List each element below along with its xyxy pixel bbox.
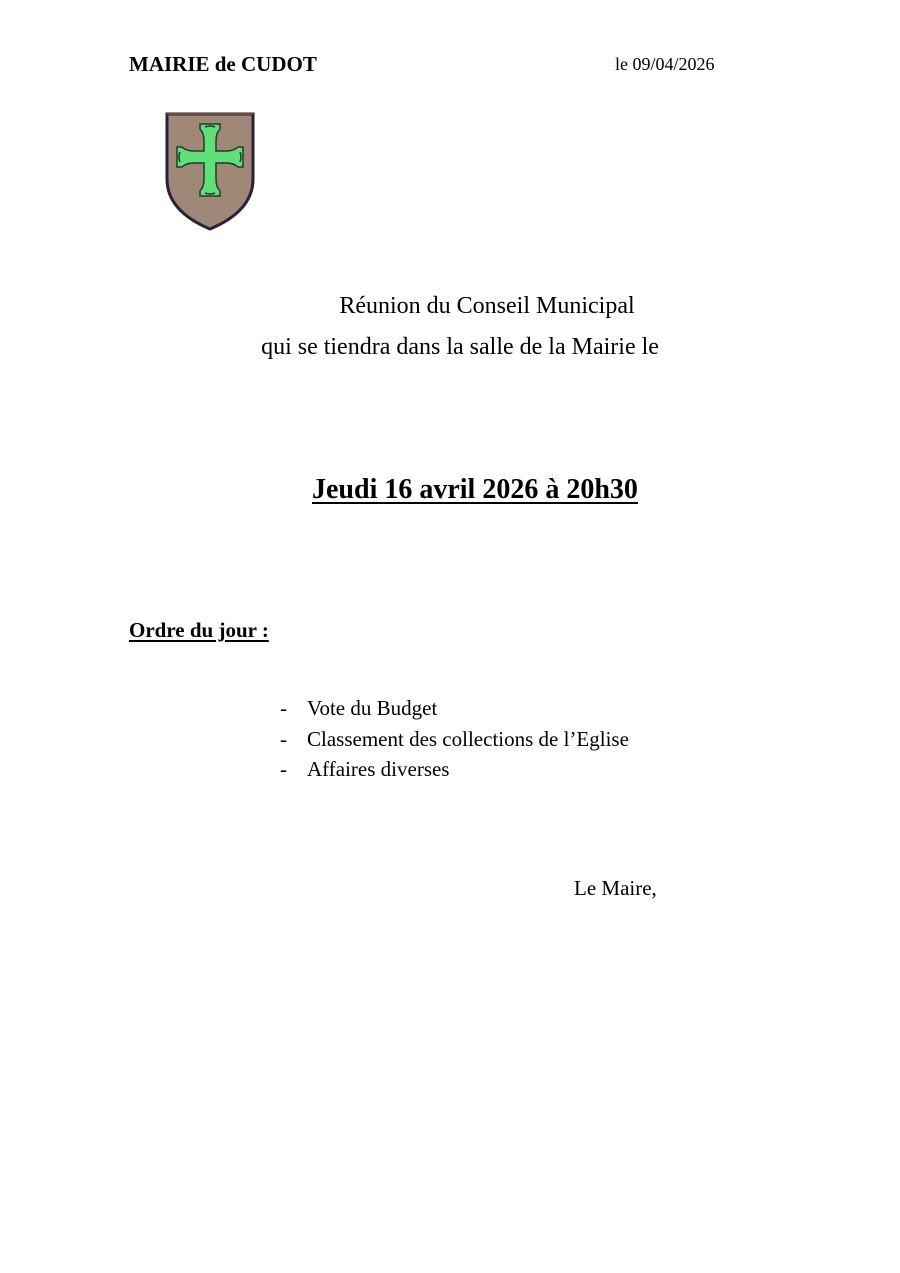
agenda-item-label: Vote du Budget (307, 696, 438, 720)
agenda-item-label: Classement des collections de l’Eglise (307, 726, 629, 751)
document-date: le 09/04/2026 (615, 54, 715, 74)
mairie-name: MAIRIE de CUDOT (129, 52, 317, 76)
agenda-item (280, 695, 629, 726)
signature: Le Maire, (574, 876, 657, 900)
agenda-item-label: Affaires diverses (307, 757, 450, 781)
agenda-list (280, 695, 629, 787)
coat-of-arms-cross-icon (164, 111, 256, 231)
agenda-heading: Ordre du jour : (129, 618, 269, 642)
agenda-bullet: - (280, 726, 287, 751)
meeting-date-time: Jeudi 16 avril 2026 à 20h30 (312, 474, 638, 505)
agenda-item (280, 756, 629, 787)
agenda-item (280, 726, 629, 757)
meeting-title: Réunion du Conseil Municipal (339, 293, 635, 319)
agenda-bullet: - (280, 696, 287, 720)
meeting-location: qui se tiendra dans la salle de la Mairie le (261, 334, 659, 360)
agenda-bullet: - (280, 757, 287, 781)
